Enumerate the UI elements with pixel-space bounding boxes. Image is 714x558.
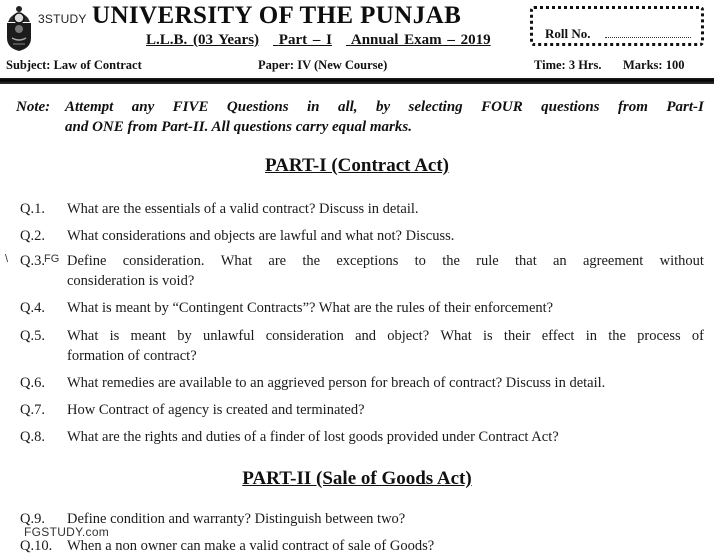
word: unlawful — [202, 328, 255, 344]
roll-number-box — [530, 6, 704, 46]
question-item — [20, 373, 704, 393]
question-item — [20, 427, 704, 447]
exam-session: Annual Exam – 2019 — [350, 32, 491, 48]
instructions-note — [16, 97, 704, 137]
word: Define — [67, 253, 107, 269]
exam-details-line — [146, 32, 491, 49]
word: What — [220, 253, 253, 269]
note-word: selecting — [408, 99, 463, 115]
word: object? — [387, 328, 430, 344]
subject-label: Subject: Law of Contract — [6, 58, 142, 72]
note-word: FOUR — [481, 99, 523, 115]
note-word: Attempt — [65, 99, 114, 115]
note-word: in — [307, 99, 320, 115]
word: without — [659, 253, 704, 269]
question-text: How Contract of agency is created and terminated? — [67, 402, 365, 418]
question-text: What are the rights and duties of a finder of lost goods provided under Contract Act? — [67, 429, 559, 445]
word: their — [503, 328, 531, 344]
question-text: What is meant by “Contingent Contracts”? What are the rules of their enforcement? — [67, 300, 554, 316]
part-1-heading: PART-I (Contract Act) — [264, 155, 450, 176]
question-text-line-1 — [67, 251, 704, 271]
word: process — [637, 328, 681, 344]
question-number: Q.3. — [20, 253, 45, 269]
word: is — [483, 328, 493, 344]
question-number: Q.10. — [20, 538, 53, 554]
note-line-1 — [65, 97, 704, 117]
question-item — [20, 226, 704, 246]
word: consideration. — [122, 253, 205, 269]
roll-number-blank — [605, 37, 691, 38]
question-item — [20, 298, 704, 318]
question-number: Q.8. — [20, 429, 45, 445]
header-divider — [0, 78, 714, 84]
question-text: What are the essentials of a valid contract? Discuss in detail. — [67, 201, 419, 217]
question-number: Q.1. — [20, 201, 45, 217]
word: What — [440, 328, 472, 344]
question-text — [67, 251, 704, 291]
question-text — [67, 326, 704, 366]
watermark-fragment: FG — [44, 253, 60, 265]
word: the — [442, 253, 460, 269]
time-label: Time: 3 Hrs. — [534, 58, 602, 72]
word: What — [67, 328, 99, 344]
word: effect — [541, 328, 575, 344]
question-number: Q.7. — [20, 402, 45, 418]
note-word: Part-I — [666, 99, 704, 115]
question-item — [20, 199, 704, 219]
question-number: Q.5. — [20, 328, 45, 344]
university-title: UNIVERSITY OF THE PUNJAB — [92, 2, 462, 29]
question-text: Define condition and warranty? Distinguish between two? — [67, 511, 406, 527]
question-text: When a non owner can make a valid contract of sale of Goods? — [67, 538, 435, 554]
word: is — [109, 328, 120, 344]
paper-label: Paper: IV (New Course) — [258, 58, 388, 72]
question-number: Q.6. — [20, 375, 45, 391]
question-text-line-2: consideration is void? — [67, 273, 195, 289]
word: to — [414, 253, 426, 269]
question-text: What remedies are available to an aggrieved person for breach of contract? Discuss in detail. — [67, 375, 606, 391]
word: meant — [130, 328, 166, 344]
note-word: any — [131, 99, 155, 115]
word: consideration — [265, 328, 344, 344]
note-word: questions — [541, 99, 600, 115]
word: the — [608, 328, 626, 344]
word: by — [177, 328, 192, 344]
roll-number-label: Roll No. — [545, 26, 591, 41]
note-word: by — [375, 99, 391, 115]
question-number: Q.2. — [20, 228, 45, 244]
question-item — [20, 251, 704, 291]
question-number: Q.4. — [20, 300, 45, 316]
note-word: all, — [337, 99, 358, 115]
word: are — [268, 253, 287, 269]
question-number: Q.9. — [20, 511, 45, 527]
note-word: FIVE — [172, 99, 209, 115]
word: the — [302, 253, 321, 269]
university-crest-logo — [4, 4, 34, 52]
exam-program: L.L.B. (03 Years) — [146, 32, 260, 48]
question-item — [20, 326, 704, 366]
question-item — [20, 509, 704, 529]
word: of — [691, 328, 704, 344]
exam-part: Part – I — [278, 32, 332, 48]
note-label: Note: — [16, 99, 51, 115]
note-word: from — [617, 99, 648, 115]
question-item — [20, 400, 704, 420]
note-line-2: and ONE from Part-II. All questions carry equal marks. — [65, 119, 412, 135]
watermark-text: FGSTUDY.com — [24, 525, 110, 539]
word: exceptions — [336, 253, 399, 269]
word: and — [355, 328, 377, 344]
note-word: Questions — [226, 99, 289, 115]
watermark-text: 3STUDY — [38, 12, 87, 26]
word: agreement — [582, 253, 644, 269]
question-item — [20, 536, 704, 556]
word: that — [514, 253, 537, 269]
question-text-line-1 — [67, 326, 704, 346]
word: an — [553, 253, 567, 269]
question-text-line-2: formation of contract? — [67, 348, 197, 364]
part-2-heading: PART-II (Sale of Goods Act) — [242, 468, 472, 489]
word: rule — [476, 253, 499, 269]
question-text: What considerations and objects are lawful and what not? Discuss. — [67, 228, 455, 244]
watermark-fragment: \ — [5, 253, 9, 265]
marks-label: Marks: 100 — [623, 58, 685, 72]
word: in — [585, 328, 597, 344]
